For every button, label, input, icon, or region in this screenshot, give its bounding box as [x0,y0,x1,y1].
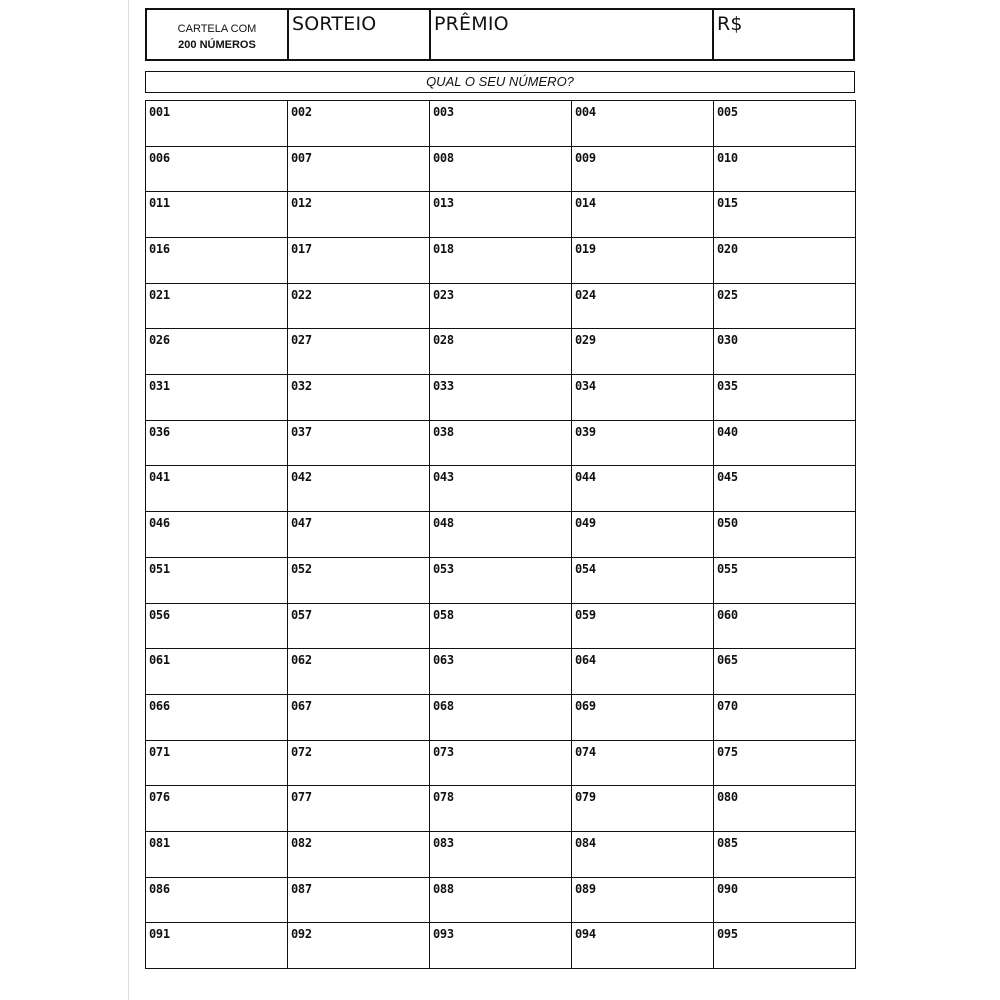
number-cell: 079 [572,786,714,832]
number-cell: 069 [572,695,714,741]
number-cell: 015 [714,192,856,238]
cartela-line-1: CARTELA COM [177,23,257,35]
page-edge-line [128,0,129,1000]
number-cell: 008 [430,147,572,193]
number-cell: 092 [288,923,430,969]
number-cell: 032 [288,375,430,421]
number-cell: 037 [288,421,430,467]
number-cell: 040 [714,421,856,467]
number-cell: 017 [288,238,430,284]
cartela-label [147,21,287,53]
number-cell: 024 [572,284,714,330]
number-cell: 023 [430,284,572,330]
number-cell: 044 [572,466,714,512]
number-cell: 068 [430,695,572,741]
number-cell: 026 [146,329,288,375]
number-cell: 030 [714,329,856,375]
number-cell: 050 [714,512,856,558]
number-cell: 055 [714,558,856,604]
number-cell: 016 [146,238,288,284]
number-cell: 093 [430,923,572,969]
number-cell: 081 [146,832,288,878]
number-cell: 058 [430,604,572,650]
number-cell: 095 [714,923,856,969]
card-header [145,8,855,61]
number-cell: 028 [430,329,572,375]
premio-cell [431,10,714,59]
number-cell: 019 [572,238,714,284]
number-cell: 018 [430,238,572,284]
number-cell: 002 [288,101,430,147]
number-cell: 053 [430,558,572,604]
number-cell: 013 [430,192,572,238]
number-cell: 051 [146,558,288,604]
number-cell: 077 [288,786,430,832]
number-cell: 014 [572,192,714,238]
number-cell: 054 [572,558,714,604]
number-cell: 067 [288,695,430,741]
number-cell: 078 [430,786,572,832]
number-cell: 011 [146,192,288,238]
valor-cell [714,10,853,59]
number-cell: 027 [288,329,430,375]
number-cell: 034 [572,375,714,421]
number-cell: 063 [430,649,572,695]
number-cell: 082 [288,832,430,878]
number-cell: 075 [714,741,856,787]
number-cell: 060 [714,604,856,650]
number-cell: 041 [146,466,288,512]
number-cell: 089 [572,878,714,924]
number-cell: 052 [288,558,430,604]
number-cell: 072 [288,741,430,787]
number-cell: 001 [146,101,288,147]
number-cell: 004 [572,101,714,147]
number-cell: 046 [146,512,288,558]
cartela-line-2: 200 NÚMEROS [178,39,256,51]
sorteio-cell [289,10,431,59]
number-cell: 048 [430,512,572,558]
number-cell: 042 [288,466,430,512]
number-cell: 005 [714,101,856,147]
number-cell: 029 [572,329,714,375]
number-cell: 061 [146,649,288,695]
number-cell: 056 [146,604,288,650]
number-cell: 087 [288,878,430,924]
valor-label: R$ [717,13,743,35]
number-cell: 062 [288,649,430,695]
number-cell: 074 [572,741,714,787]
number-cell: 039 [572,421,714,467]
number-cell: 020 [714,238,856,284]
number-cell: 043 [430,466,572,512]
sorteio-label: SORTEIO [292,13,377,35]
number-cell: 059 [572,604,714,650]
number-cell: 085 [714,832,856,878]
number-cell: 022 [288,284,430,330]
number-cell: 091 [146,923,288,969]
number-cell: 021 [146,284,288,330]
number-cell: 080 [714,786,856,832]
number-cell: 031 [146,375,288,421]
number-cell: 070 [714,695,856,741]
number-cell: 084 [572,832,714,878]
number-cell: 012 [288,192,430,238]
number-cell: 065 [714,649,856,695]
number-cell: 009 [572,147,714,193]
number-cell: 038 [430,421,572,467]
number-cell: 064 [572,649,714,695]
number-cell: 049 [572,512,714,558]
number-cell: 033 [430,375,572,421]
number-cell: 003 [430,101,572,147]
number-grid [145,100,856,969]
number-cell: 094 [572,923,714,969]
premio-label: PRÊMIO [434,13,509,35]
number-cell: 076 [146,786,288,832]
number-cell: 047 [288,512,430,558]
number-cell: 073 [430,741,572,787]
number-cell: 071 [146,741,288,787]
number-cell: 057 [288,604,430,650]
number-cell: 006 [146,147,288,193]
number-cell: 045 [714,466,856,512]
cartela-cell [147,10,289,59]
number-cell: 007 [288,147,430,193]
number-cell: 036 [146,421,288,467]
question-banner: QUAL O SEU NÚMERO? [145,71,855,93]
number-cell: 035 [714,375,856,421]
number-cell: 086 [146,878,288,924]
number-cell: 088 [430,878,572,924]
number-cell: 010 [714,147,856,193]
number-cell: 083 [430,832,572,878]
number-cell: 090 [714,878,856,924]
number-cell: 025 [714,284,856,330]
number-cell: 066 [146,695,288,741]
